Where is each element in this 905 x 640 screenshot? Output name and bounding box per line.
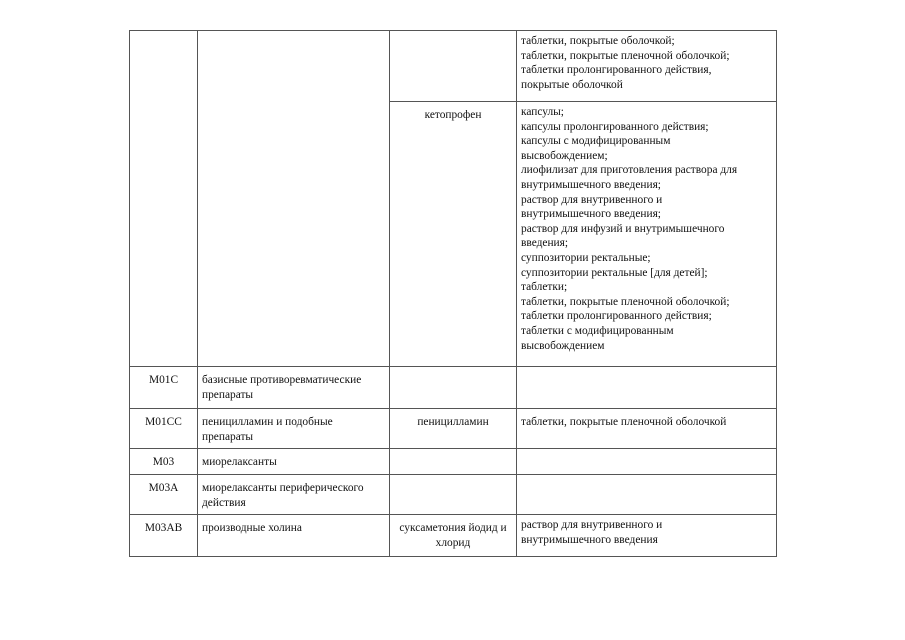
drug-cell [390,475,517,515]
group-cell: миорелаксанты [198,449,390,475]
table-row [130,449,777,475]
forms-cell [517,367,777,409]
drug-table [129,30,777,557]
atc-code-cell: M01C [130,367,198,409]
drug-cell [390,31,517,102]
form-line: внутримышечного введения; [521,178,661,191]
form-line: внутримышечного введения; [521,208,661,221]
atc-code-cell: M03A [130,475,198,515]
group-cell [198,31,390,367]
atc-code-cell: M01CC [130,409,198,449]
forms-cell [517,102,777,367]
forms-cell [517,515,777,557]
drug-cell [390,367,517,409]
forms-cell [517,31,777,102]
form-line: капсулы пролонгированного действия; [521,120,709,133]
forms-cell [517,449,777,475]
form-line: раствор для внутривенного и [521,193,663,206]
form-line: раствор для внутривенного и [521,519,663,531]
form-line: внутримышечного введения [521,533,658,546]
form-line: таблетки, покрытые пленочной оболочкой; [521,295,730,308]
table-row [130,31,777,102]
form-line: таблетки, покрытые оболочкой; [521,35,675,47]
form-line: суппозитории ректальные; [521,251,651,264]
table-row [130,367,777,409]
forms-cell [517,475,777,515]
group-cell: производные холина [198,515,390,557]
atc-code-cell: M03AB [130,515,198,557]
forms-cell [517,409,777,449]
atc-code-cell: M03 [130,449,198,475]
form-line: таблетки, покрытые пленочной оболочкой [521,416,727,428]
form-line: капсулы; [521,106,564,118]
form-line: лиофилизат для приготовления раствора для [521,164,738,177]
atc-code-cell [130,31,198,367]
form-line: введения; [521,237,569,250]
form-line: таблетки пролонгированного действия; [521,310,712,323]
table-row [130,475,777,515]
form-line: высвобождением; [521,149,608,162]
drug-cell [390,449,517,475]
form-line: суппозитории ректальные [для детей]; [521,266,708,279]
drug-cell: кетопрофен [390,102,517,367]
form-line: раствор для инфузий и внутримышечного [521,222,725,235]
form-line: таблетки; [521,281,568,294]
form-line: покрытые оболочкой [521,78,623,91]
group-cell: базисные противоревматические препараты [198,367,390,409]
form-line: таблетки пролонгированного действия, [521,64,712,77]
group-cell: пеницилламин и подобные препараты [198,409,390,449]
form-line: капсулы с модифицированным [521,135,671,148]
form-line: таблетки, покрытые пленочной оболочкой; [521,49,730,62]
table-row [130,515,777,557]
table-row [130,409,777,449]
form-line: высвобождением [521,339,605,352]
drug-cell: пеницилламин [390,409,517,449]
group-cell: миорелаксанты периферического действия [198,475,390,515]
drug-cell: суксаметония йодид и хлорид [390,515,517,557]
form-line: таблетки с модифицированным [521,324,674,337]
